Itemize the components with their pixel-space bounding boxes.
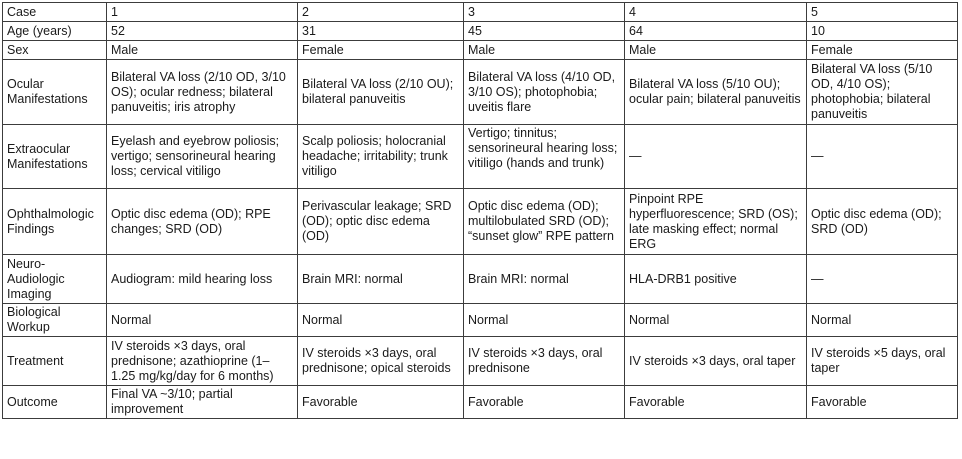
table-cell: IV steroids ×3 days, oral prednisone; opical steroids: [298, 337, 464, 386]
table-cell: IV steroids ×5 days, oral taper: [807, 337, 958, 386]
table-cell: Normal: [464, 304, 625, 337]
table-cell: Perivascular leakage; SRD (OD); optic disc edema (OD): [298, 189, 464, 255]
table-cell: IV steroids ×3 days, oral prednisone: [464, 337, 625, 386]
table-cell: Bilateral VA loss (5/10 OD, 4/10 OS); photophobia; bilateral panuveitis: [807, 60, 958, 125]
table-cell: Normal: [625, 304, 807, 337]
table-cell: 2: [298, 3, 464, 22]
table-cell: —: [807, 125, 958, 189]
table-cell: 10: [807, 22, 958, 41]
table-cell: Pinpoint RPE hyperfluorescence; SRD (OS); late masking effect; normal ERG: [625, 189, 807, 255]
table-cell: Favorable: [298, 386, 464, 419]
table-row-outcome: [3, 386, 958, 419]
table-row-treatment: [3, 337, 958, 386]
table-row-extraocular-manifestations: [3, 125, 958, 189]
table-cell: Audiogram: mild hearing loss: [107, 255, 298, 304]
table-row-biological-workup: [3, 304, 958, 337]
table-cell: Vertigo; tinnitus; sensorineural hearing loss; vitiligo (hands and trunk): [464, 125, 625, 189]
table-cell: 4: [625, 3, 807, 22]
table-cell: Brain MRI: normal: [298, 255, 464, 304]
table-cell: 3: [464, 3, 625, 22]
table-cell: 5: [807, 3, 958, 22]
table-cell: Bilateral VA loss (5/10 OU); ocular pain; bilateral panuveitis: [625, 60, 807, 125]
table-cell: Normal: [107, 304, 298, 337]
table-cell: —: [807, 255, 958, 304]
row-label-case: Case: [3, 3, 107, 22]
table-cell: Male: [464, 41, 625, 60]
table-cell: 31: [298, 22, 464, 41]
table-cell: Normal: [298, 304, 464, 337]
table-row-age: [3, 22, 958, 41]
table-cell: Optic disc edema (OD); RPE changes; SRD (OD): [107, 189, 298, 255]
table-cell: Optic disc edema (OD); multilobulated SRD (OD); “sunset glow” RPE pattern: [464, 189, 625, 255]
table-cell: 45: [464, 22, 625, 41]
row-label-neuro-audiologic-imaging: Neuro-Audiologic Imaging: [3, 255, 107, 304]
table-cell: Scalp poliosis; holocranial headache; irritability; trunk vitiligo: [298, 125, 464, 189]
table-cell: Favorable: [625, 386, 807, 419]
table-cell: —: [625, 125, 807, 189]
table-row-sex: [3, 41, 958, 60]
table-cell: Bilateral VA loss (2/10 OD, 3/10 OS); ocular redness; bilateral panuveitis; iris atrophy: [107, 60, 298, 125]
row-label-sex: Sex: [3, 41, 107, 60]
table-cell: Bilateral VA loss (2/10 OU); bilateral panuveitis: [298, 60, 464, 125]
table-cell: 1: [107, 3, 298, 22]
table-cell: Male: [107, 41, 298, 60]
table-cell: Favorable: [807, 386, 958, 419]
row-label-age: Age (years): [3, 22, 107, 41]
row-label-ophthalmologic-findings: Ophthalmologic Findings: [3, 189, 107, 255]
table-cell: Eyelash and eyebrow poliosis; vertigo; sensorineural hearing loss; cervical vitiligo: [107, 125, 298, 189]
table-cell: IV steroids ×3 days, oral taper: [625, 337, 807, 386]
case-table: [2, 2, 958, 419]
table-cell: Brain MRI: normal: [464, 255, 625, 304]
table-cell: Female: [298, 41, 464, 60]
row-label-outcome: Outcome: [3, 386, 107, 419]
table-cell: Bilateral VA loss (4/10 OD, 3/10 OS); photophobia; uveitis flare: [464, 60, 625, 125]
row-label-extraocular-manifestations: Extraocular Manifestations: [3, 125, 107, 189]
row-label-ocular-manifestations: Ocular Manifestations: [3, 60, 107, 125]
table-cell: Normal: [807, 304, 958, 337]
row-label-treatment: Treatment: [3, 337, 107, 386]
table-cell: Optic disc edema (OD); SRD (OD): [807, 189, 958, 255]
table-cell: HLA-DRB1 positive: [625, 255, 807, 304]
table-cell: Male: [625, 41, 807, 60]
table-cell: Final VA ~3/10; partial improvement: [107, 386, 298, 419]
table-row-neuro-audiologic-imaging: [3, 255, 958, 304]
table-cell: IV steroids ×3 days, oral prednisone; azathioprine (1–1.25 mg/kg/day for 6 months): [107, 337, 298, 386]
table-row-ocular-manifestations: [3, 60, 958, 125]
table-cell: 64: [625, 22, 807, 41]
table-row-ophthalmologic-findings: [3, 189, 958, 255]
row-label-biological-workup: Biological Workup: [3, 304, 107, 337]
table-cell: 52: [107, 22, 298, 41]
table-cell: Favorable: [464, 386, 625, 419]
table-row-case: [3, 3, 958, 22]
table-cell: Female: [807, 41, 958, 60]
